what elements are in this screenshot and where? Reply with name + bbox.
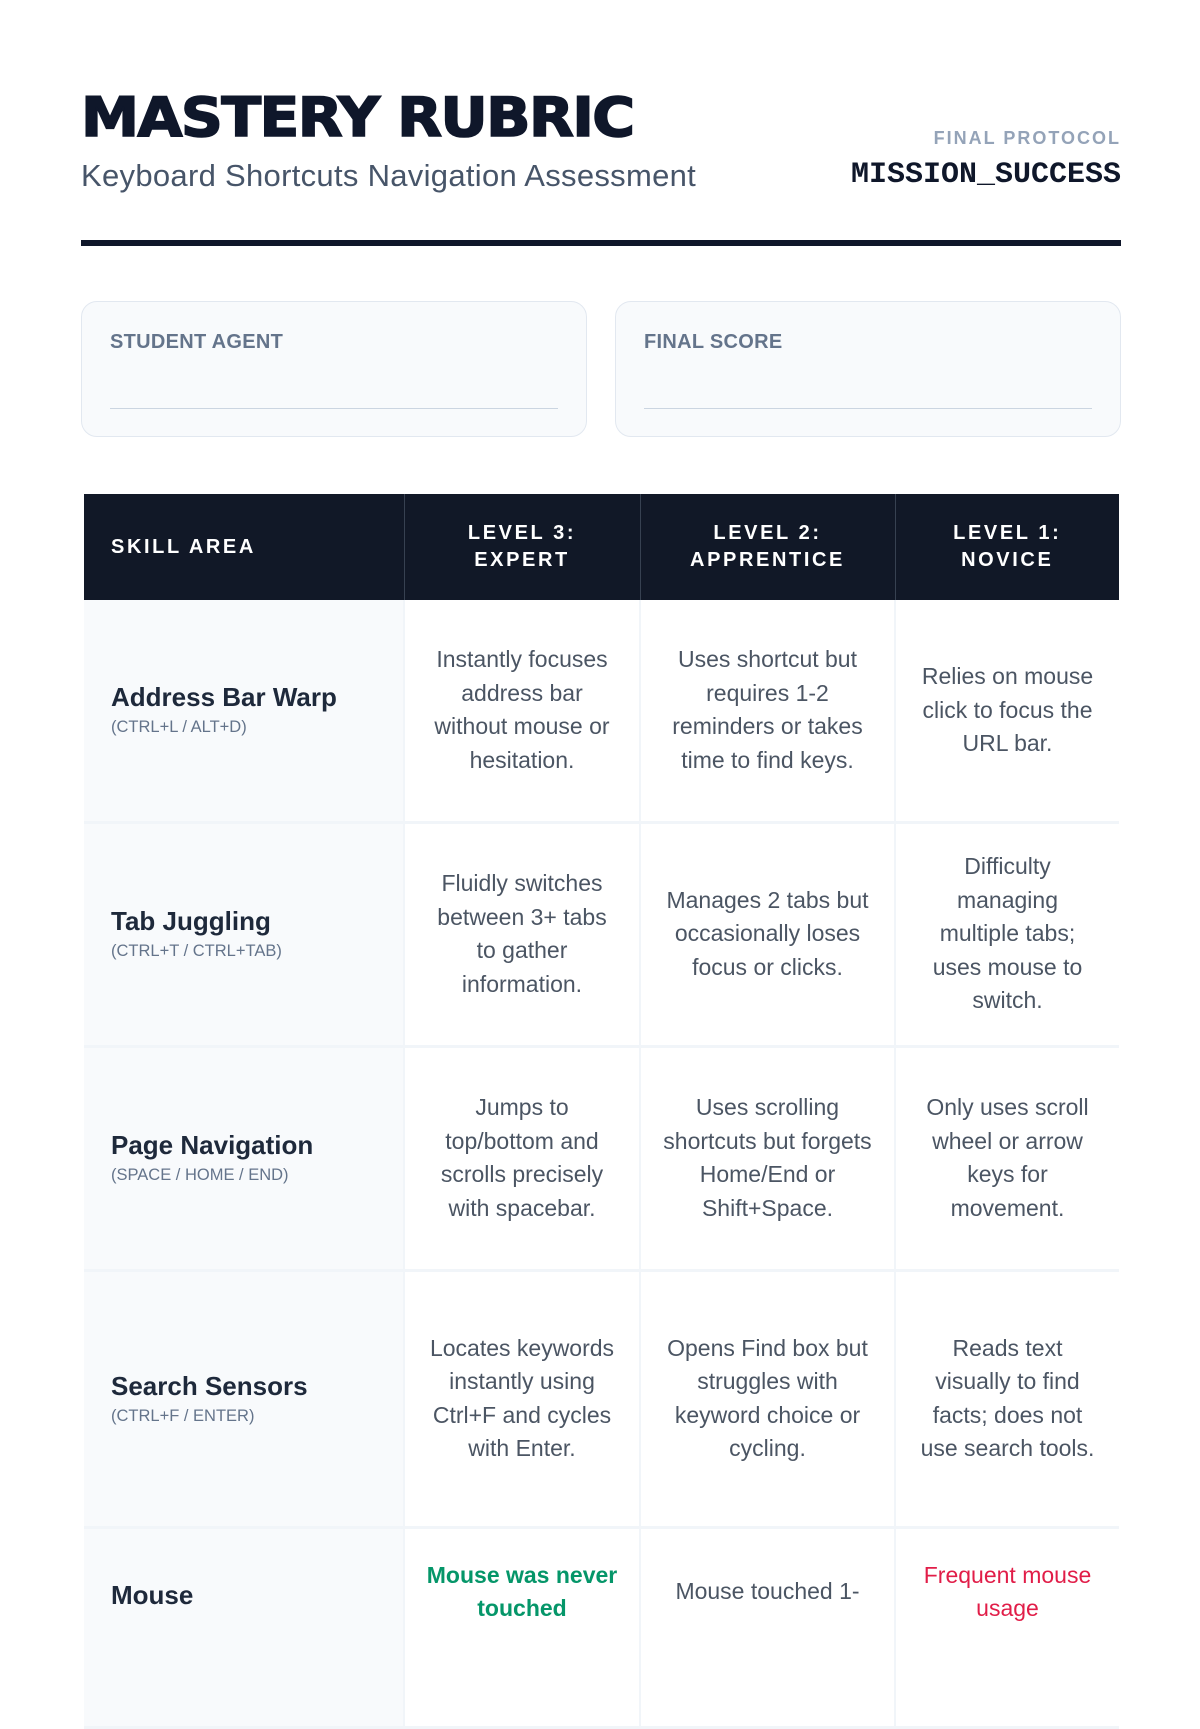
skill-name: Page Navigation — [111, 1130, 314, 1160]
expert-cell: Jumps to top/bottom and scrolls precisely with spacebar. — [404, 1046, 640, 1270]
header-skill-area: SKILL AREA — [84, 494, 404, 600]
header-divider — [81, 240, 1121, 246]
table-row — [84, 1046, 1119, 1270]
skill-name: Mouse — [111, 1579, 194, 1610]
novice-cell: Frequent mouse usage — [895, 1527, 1119, 1727]
skill-keys: (CTRL+T / CTRL+TAB) — [111, 942, 282, 960]
rubric-table-container — [84, 494, 1119, 1621]
header-level-3 — [404, 494, 640, 600]
expert-cell: Fluidly switches between 3+ tabs to gather information. — [404, 822, 640, 1046]
page-subtitle: Keyboard Shortcuts Navigation Assessment — [81, 158, 697, 193]
skill-name: Address Bar Warp — [111, 682, 337, 713]
rubric-header — [81, 78, 1121, 248]
student-agent-card — [81, 301, 587, 437]
table-row — [84, 822, 1119, 1046]
header-level-2-text: LEVEL 2: APPRENTICE — [690, 522, 845, 571]
table-row — [84, 1270, 1119, 1527]
novice-cell: Reads text visually to find facts; does not use search tools. — [895, 1270, 1119, 1527]
protocol-value: MISSION_SUCCESS — [850, 158, 1121, 192]
apprentice-cell: Uses scrolling shortcuts but forgets Home/End or Shift+Space. — [640, 1046, 895, 1270]
expert-cell: Locates keywords instantly using Ctrl+F and cycles with Enter. — [404, 1270, 640, 1527]
page-title: MASTERY RUBRIC — [81, 86, 634, 149]
skill-cell — [84, 600, 404, 822]
skill-name: Search Sensors — [111, 1370, 308, 1401]
expert-cell: Mouse was never touched — [404, 1527, 640, 1727]
apprentice-cell: Manages 2 tabs but occasionally loses focus or clicks. — [640, 822, 895, 1046]
skill-cell — [84, 1270, 404, 1527]
skill-cell — [84, 1046, 404, 1270]
final-score-label: FINAL SCORE — [644, 331, 783, 353]
novice-cell: Only uses scroll wheel or arrow keys for movement. — [895, 1046, 1119, 1270]
header-level-3-text: LEVEL 3: EXPERT — [467, 522, 577, 571]
student-agent-field[interactable] — [110, 408, 558, 409]
final-score-field[interactable] — [644, 408, 1092, 409]
table-header-row — [84, 494, 1119, 600]
novice-cell: Difficulty managing multiple tabs; uses mouse to switch. — [895, 822, 1119, 1046]
apprentice-cell: Opens Find box but struggles with keyword choice or cycling. — [640, 1270, 895, 1527]
final-score-card — [615, 301, 1121, 437]
skill-keys: (SPACE / HOME / END) — [111, 1166, 289, 1184]
skill-cell — [84, 1527, 404, 1727]
rubric-table — [84, 494, 1119, 1729]
skill-name: Tab Juggling — [111, 906, 271, 936]
apprentice-cell: Uses shortcut but requires 1-2 reminders or takes time to find keys. — [640, 600, 895, 822]
header-level-1-text: LEVEL 1: NOVICE — [953, 522, 1062, 571]
header-level-2 — [640, 494, 895, 600]
skill-keys: (CTRL+F / ENTER) — [111, 1406, 255, 1425]
protocol-label: FINAL PROTOCOL — [933, 128, 1121, 148]
student-agent-label: STUDENT AGENT — [110, 331, 284, 353]
novice-cell: Relies on mouse click to focus the URL bar. — [895, 600, 1119, 822]
apprentice-cell: Mouse touched 1- — [640, 1527, 895, 1727]
table-row — [84, 1527, 1119, 1727]
header-level-1 — [895, 494, 1119, 600]
skill-keys: (CTRL+L / ALT+D) — [111, 718, 247, 737]
table-row — [84, 600, 1119, 822]
skill-cell — [84, 822, 404, 1046]
expert-cell: Instantly focuses address bar without mouse or hesitation. — [404, 600, 640, 822]
